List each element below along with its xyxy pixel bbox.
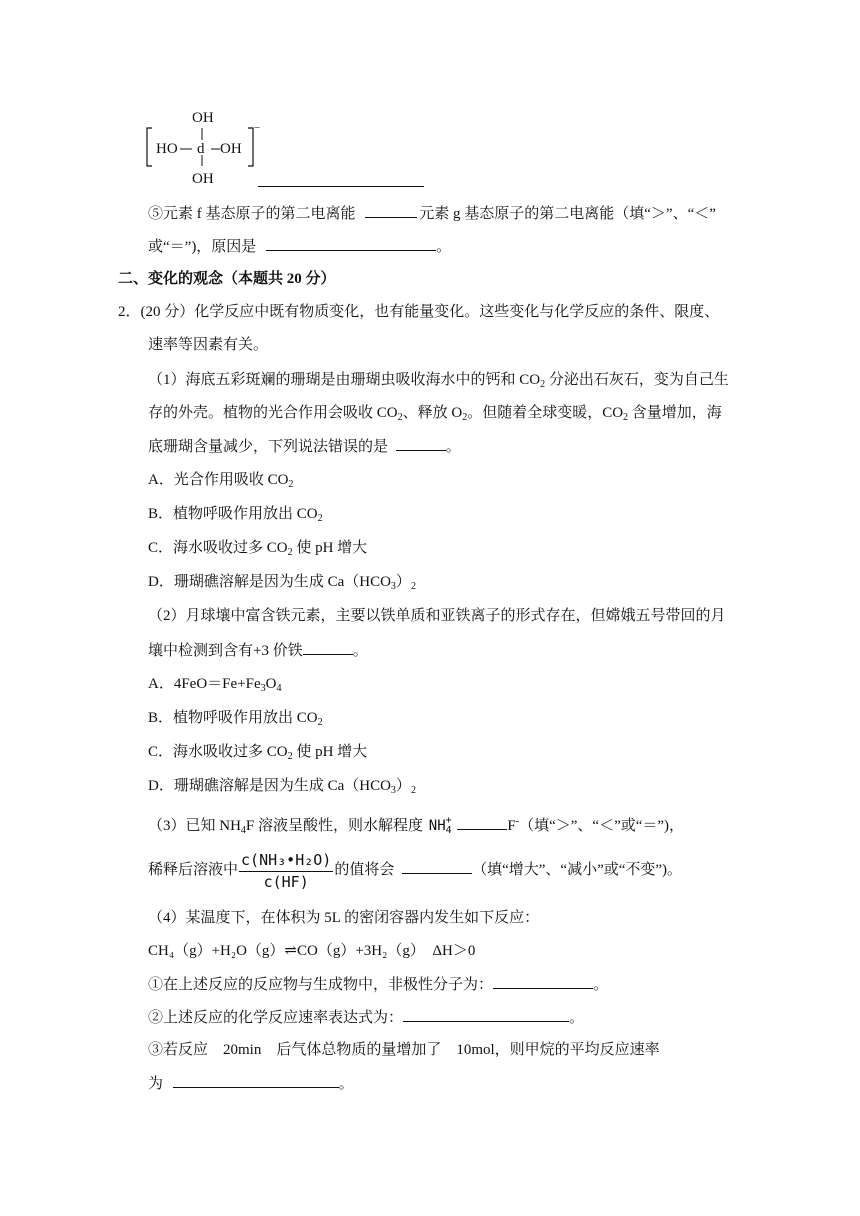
p1-answer-blank[interactable] bbox=[396, 436, 446, 451]
sub: 3 bbox=[390, 581, 396, 592]
ion-base: NH bbox=[428, 818, 446, 834]
fraction-denominator: c(HF) bbox=[263, 872, 309, 891]
p4-q2 bbox=[148, 1007, 584, 1028]
p1-line1 bbox=[148, 370, 729, 395]
p4-text: ②上述反应的化学反应速率表达式为： bbox=[148, 1010, 404, 1026]
p4-q3-line1: ③若反应 20min 后气体总物质的量增加了 10mol，则甲烷的平均反应速率 bbox=[148, 1042, 660, 1058]
p1-line3 bbox=[148, 436, 461, 457]
p3-text: （填“增大”、“减小”或“不变”)。 bbox=[472, 862, 683, 878]
center-atom: d bbox=[197, 141, 205, 157]
oh-bottom: OH bbox=[192, 171, 214, 187]
sub: 3 bbox=[390, 785, 396, 796]
p2-text: 壤中检测到含有+3 价铁 bbox=[148, 643, 303, 659]
sub: 4 bbox=[240, 825, 246, 836]
sub: 2 bbox=[462, 412, 468, 423]
sub: 2 bbox=[410, 785, 416, 796]
p2-answer-blank[interactable] bbox=[303, 640, 353, 655]
q5-text-b: 元素 g 基态原子的第二电离能（填“＞”、“＜” bbox=[419, 206, 716, 222]
p3-text: （3）已知 NH bbox=[148, 818, 241, 834]
oh-top: OH bbox=[192, 110, 214, 126]
option-text: A．光合作用吸收 CO bbox=[148, 472, 289, 488]
p2-end: 。 bbox=[352, 643, 368, 659]
p1-text: （1）海底五彩斑斓的珊瑚是由珊瑚虫吸收海水中的钙和 CO bbox=[148, 372, 541, 388]
option-text: C．海水吸收过多 CO bbox=[148, 744, 288, 760]
option-text: O bbox=[265, 676, 277, 692]
sub: 2 bbox=[317, 717, 323, 728]
sub: 2 bbox=[317, 513, 323, 524]
anion-structure bbox=[140, 108, 270, 188]
p2-line2 bbox=[148, 640, 368, 661]
q2-intro-line1: 2．(20 分）化学反应中既有物质变化，也有能量变化。这些变化与化学反应的条件、限度、 bbox=[118, 304, 720, 320]
option-text: B．植物呼吸作用放出 CO bbox=[148, 506, 318, 522]
p1-option-c[interactable] bbox=[148, 538, 367, 563]
answer-blank-structure[interactable] bbox=[258, 172, 424, 187]
p4-q3-line2 bbox=[148, 1073, 354, 1094]
p2-option-b[interactable] bbox=[148, 708, 323, 733]
p2-option-d[interactable] bbox=[148, 776, 416, 801]
p2-option-a[interactable] bbox=[148, 674, 281, 699]
p4-end: 。 bbox=[338, 1076, 354, 1092]
section-heading: 二、变化的观念（本题共 20 分） bbox=[118, 271, 336, 287]
p1-option-a[interactable] bbox=[148, 470, 293, 495]
p4-end: 。 bbox=[593, 977, 609, 993]
sub: 2 bbox=[410, 581, 416, 592]
sub: 4 bbox=[276, 683, 282, 694]
option-text: ） bbox=[395, 778, 411, 794]
option-text: ） bbox=[395, 574, 411, 590]
sub: 2 bbox=[287, 547, 293, 558]
sub: 2 bbox=[623, 412, 629, 423]
p3-text: F bbox=[507, 818, 516, 834]
p3-line2 bbox=[148, 850, 682, 890]
option-text: B．植物呼吸作用放出 CO bbox=[148, 710, 318, 726]
p4-line1: （4）某温度下，在体积为 5L 的密闭容器内发生如下反应： bbox=[148, 910, 540, 926]
q5-text-c: 或“＝”)，原因是 bbox=[148, 239, 257, 255]
q5-text-a: ⑤元素 f 基态原子的第二电离能 bbox=[148, 206, 356, 222]
sub: 3 bbox=[260, 683, 266, 694]
p1-text: 底珊瑚含量减少，下列说法错误的是 bbox=[148, 439, 389, 455]
option-text: C．海水吸收过多 CO bbox=[148, 540, 288, 556]
p1-text: 。但随着全球变暖，CO bbox=[467, 405, 624, 421]
q5-blank-reason[interactable] bbox=[266, 236, 436, 251]
sub: 2 bbox=[287, 751, 293, 762]
p1-text: 含量增加，海 bbox=[628, 405, 722, 421]
charge: − bbox=[254, 122, 261, 134]
p2-line1: （2）月球壤中富含铁元素，主要以铁单质和亚铁离子的形式存在，但嫦娥五号带回的月 bbox=[148, 608, 726, 624]
p4-end: 。 bbox=[569, 1010, 585, 1026]
concentration-ratio bbox=[239, 851, 333, 891]
option-text: A．4FeO＝Fe+Fe bbox=[148, 676, 261, 692]
ion-charge: + bbox=[445, 815, 452, 826]
sub: 2 bbox=[397, 412, 403, 423]
ammonium-ion bbox=[429, 816, 452, 836]
q2-intro-line2: 速率等因素有关。 bbox=[148, 337, 269, 353]
ho-left: HO bbox=[156, 141, 178, 157]
fraction-numerator: c(NH₃•H₂O) bbox=[239, 851, 333, 872]
p1-line2 bbox=[148, 403, 722, 428]
sup: - bbox=[515, 816, 520, 827]
p4-text: ①在上述反应的反应物与生成物中，非极性分子为： bbox=[148, 977, 494, 993]
p4-blank-avg-rate[interactable] bbox=[173, 1073, 339, 1088]
oh-right: OH bbox=[220, 141, 242, 157]
option-text: 使 pH 增大 bbox=[292, 540, 368, 556]
q5-line1 bbox=[148, 203, 716, 224]
p4-blank-nonpolar[interactable] bbox=[493, 974, 593, 989]
option-text: 使 pH 增大 bbox=[292, 744, 368, 760]
sub: 2 bbox=[288, 479, 294, 490]
p4-q1 bbox=[148, 974, 608, 995]
p3-blank-change[interactable] bbox=[402, 859, 472, 874]
p1-option-b[interactable] bbox=[148, 504, 323, 529]
p1-end: 。 bbox=[445, 439, 461, 455]
p3-text: 的值将会 bbox=[334, 862, 395, 878]
p4-text: 为 bbox=[148, 1076, 164, 1092]
q5-blank-compare[interactable] bbox=[365, 203, 417, 218]
p3-text: （填“＞”、“＜”或“＝”)， bbox=[519, 818, 685, 834]
p3-text: 稀释后溶液中 bbox=[148, 862, 239, 878]
p4-equation: CH₄（g）+H₂O（g）⇌CO（g）+3H₂（g） ΔH＞0 bbox=[148, 943, 476, 959]
q5-line2 bbox=[148, 236, 451, 257]
option-text: D．珊瑚礁溶解是因为生成 Ca（HCO bbox=[148, 574, 391, 590]
q5-end: 。 bbox=[436, 239, 452, 255]
p4-blank-rate-expression[interactable] bbox=[403, 1007, 569, 1022]
p3-text: F 溶液呈酸性，则水解程度 bbox=[245, 818, 424, 834]
option-text: D．珊瑚礁溶解是因为生成 Ca（HCO bbox=[148, 778, 391, 794]
p1-option-d[interactable] bbox=[148, 572, 416, 597]
p1-text: 分泌出石灰石，变为自己生 bbox=[545, 372, 729, 388]
p3-line1 bbox=[148, 812, 684, 841]
p2-option-c[interactable] bbox=[148, 742, 367, 767]
p1-text: 存的外壳。植物的光合作用会吸收 CO bbox=[148, 405, 398, 421]
p1-text: 、释放 O bbox=[402, 405, 463, 421]
p3-blank-compare[interactable] bbox=[457, 815, 507, 830]
sub: 2 bbox=[540, 379, 546, 390]
ion-sub: 4 bbox=[445, 825, 452, 836]
